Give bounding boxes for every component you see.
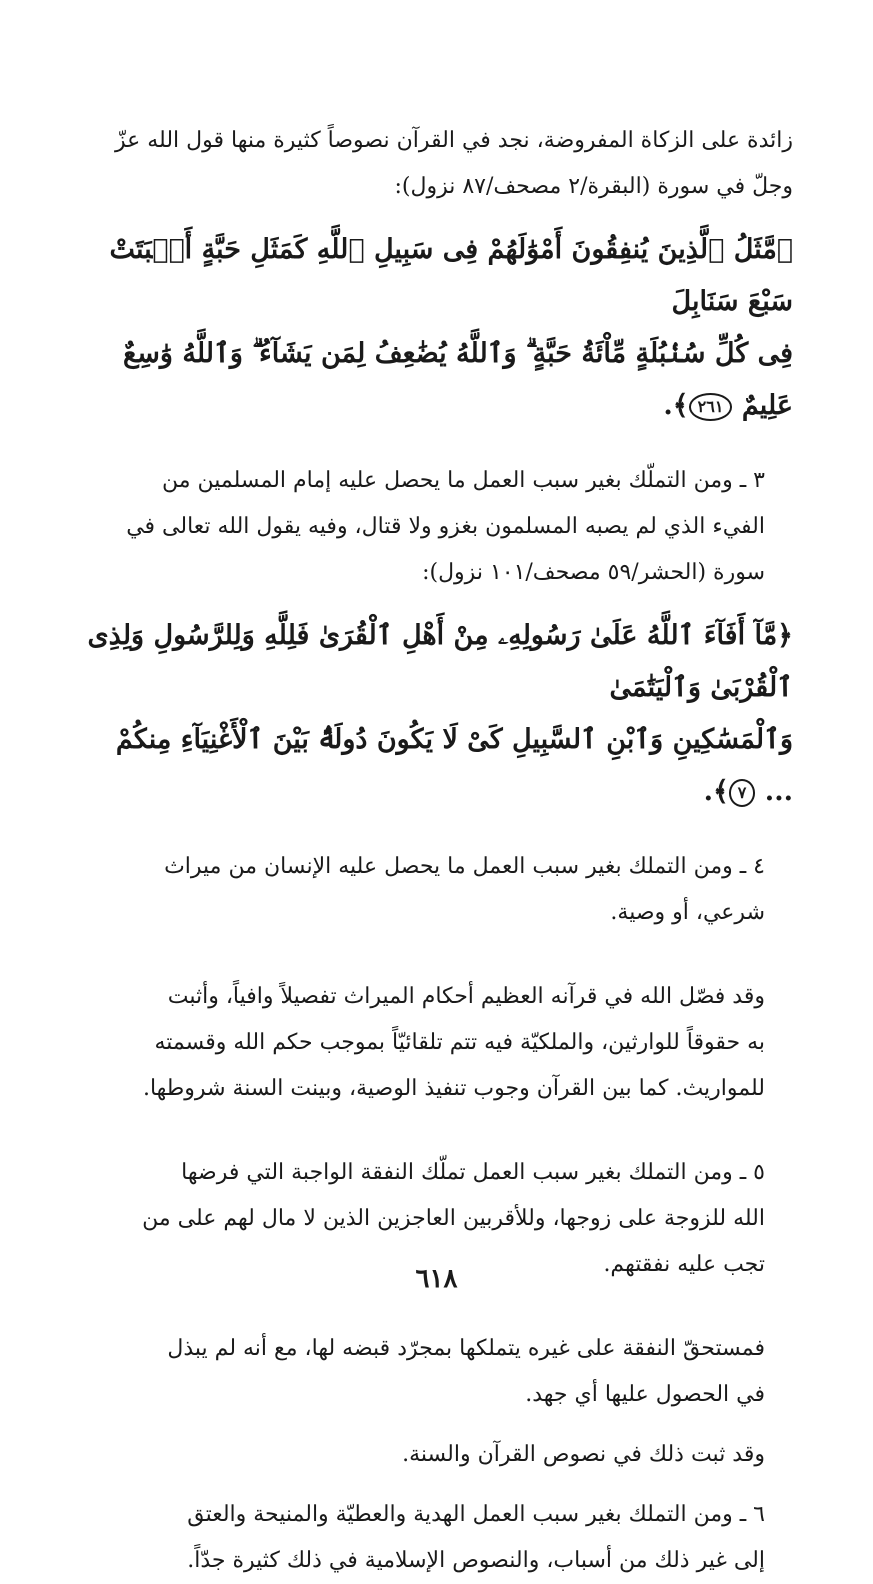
paragraph-inheritance — [81, 844, 793, 936]
text-line: زائدة على الزكاة المفروضة، نجد في القرآن نصوصاً كثيرة منها قول الله عزّ — [115, 128, 793, 153]
verse-line: ﴿مَّثَلُ ٱلَّذِينَ يُنفِقُونَ أَمْوَٰلَهُمْ فِى سَبِيلِ ٱللَّهِ كَمَثَلِ حَبَّةٍ أَنۢبَتَتْ سَبْعَ سَنَابِلَ — [109, 234, 793, 317]
text-line: ٥ ـ ومن التملك بغير سبب العمل تملّك النفقة الواجبة التي فرضها — [181, 1160, 765, 1185]
text-line: ٦ ـ ومن التملك بغير سبب العمل الهدية والعطيّة والمنيحة والعتق — [187, 1502, 765, 1527]
verse-line — [81, 714, 793, 818]
verse-text: فِى كُلِّ سُنۢبُلَةٍ مِّاْئَةُ حَبَّةٍ ۗ وَٱللَّهُ يُضَٰعِفُ لِمَن يَشَآءُ ۗ وَٱللَّهُ وَٰسِعٌ عَلِيمٌ — [122, 338, 793, 421]
verse-line — [81, 328, 793, 432]
verse-text: وَٱلْمَسَٰكِينِ وَٱبْنِ ٱلسَّبِيلِ كَىْ لَا يَكُونَ دُولَةًۢ بَيْنَ ٱلْأَغْنِيَآءِ مِنكُمْ ... — [115, 724, 793, 807]
verse-close: ﴾. — [663, 390, 689, 421]
text-line: تجب عليه نفقتهم. — [603, 1252, 765, 1277]
paragraph-proof — [81, 1432, 793, 1478]
verse-line: ﴿مَّآ أَفَآءَ ٱللَّهُ عَلَىٰ رَسُولِهِۦ مِنْ أَهْلِ ٱلْقُرَىٰ فَلِلَّهِ وَلِلرَّسُولِ وَلِذِى ٱلْقُرْبَىٰ وَٱلْيَتَٰمَىٰ — [87, 620, 793, 703]
text-line: به حقوقاً للوارثين، والملكيّة فيه تتم تلقائيّاً بموجب حكم الله وقسمته — [154, 1030, 765, 1055]
ayah-number-marker: ٢٦١ — [689, 393, 733, 421]
paragraph-intro — [81, 118, 793, 210]
verse-close: ﴾. — [703, 776, 729, 807]
quran-verse-baqarah — [81, 224, 793, 432]
text-line: الله للزوجة على زوجها، وللأقربين العاجزين الذين لا مال لهم على من — [142, 1206, 765, 1231]
text-line: ٤ ـ ومن التملك بغير سبب العمل ما يحصل عليه الإنسان من ميراث — [164, 854, 765, 879]
text-line: وقد فصّل الله في قرآنه العظيم أحكام الميراث تفصيلاً وافياً، وأثبت — [167, 984, 765, 1009]
text-line: وقد ثبت ذلك في نصوص القرآن والسنة. — [402, 1442, 765, 1467]
text-line: شرعي، أو وصية. — [610, 900, 765, 925]
paragraph-fay — [81, 458, 793, 596]
page-number: ٦١٨ — [415, 1264, 458, 1294]
paragraph-gifts — [81, 1492, 793, 1584]
text-line: سورة (الحشر/٥٩ مصحف/١٠١ نزول): — [422, 560, 765, 585]
quran-verse-hashr — [81, 610, 793, 818]
text-line: فمستحقّ النفقة على غيره يتملكها بمجرّد قبضه لها، مع أنه لم يبذل — [167, 1336, 765, 1361]
ayah-number-marker: ٧ — [729, 779, 756, 807]
paragraph-inheritance-detail — [81, 974, 793, 1112]
text-line: الفيء الذي لم يصبه المسلمون بغزو ولا قتال، وفيه يقول الله تعالى في — [126, 514, 765, 539]
text-line: للمواريث. كما بين القرآن وجوب تنفيذ الوصية، وبينت السنة شروطها. — [142, 1076, 765, 1101]
text-line: إلى غير ذلك من أسباب، والنصوص الإسلامية في ذلك كثيرة جدّاً. — [187, 1548, 765, 1573]
text-line: في الحصول عليها أي جهد. — [525, 1382, 765, 1407]
text-line: وجلّ في سورة (البقرة/٢ مصحف/٨٧ نزول): — [394, 174, 793, 199]
paragraph-nafaqa-ownership — [81, 1326, 793, 1418]
page-body — [81, 118, 793, 1584]
text-line: ٣ ـ ومن التملّك بغير سبب العمل ما يحصل عليه إمام المسلمين من — [161, 468, 765, 493]
